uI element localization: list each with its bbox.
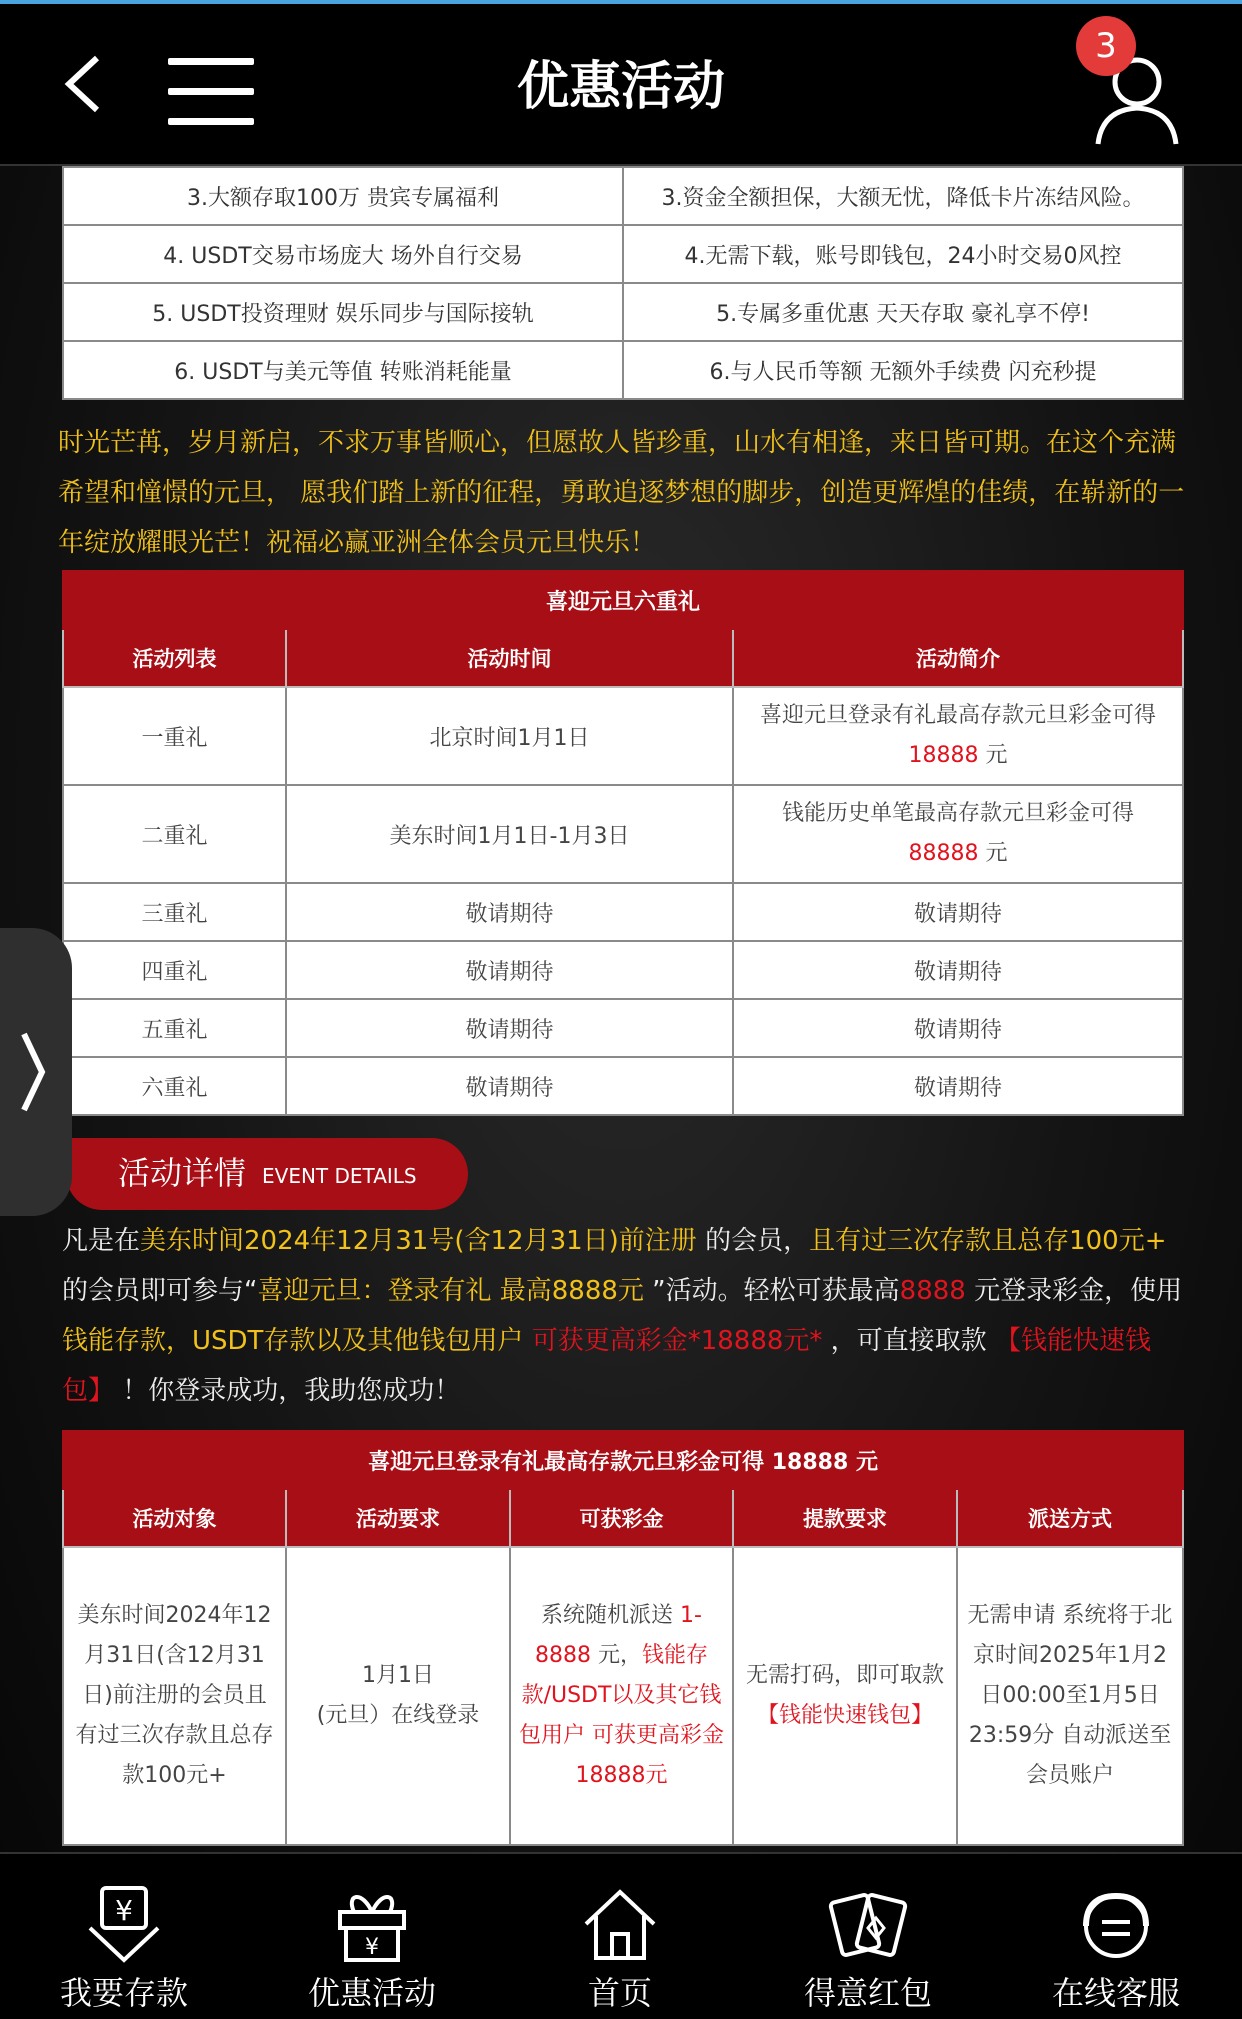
header-bar bbox=[0, 4, 1242, 166]
table-cell: 6. USDT与美元等值 转账消耗能量 bbox=[63, 341, 623, 399]
table-row bbox=[63, 225, 1183, 283]
event-details-heading bbox=[66, 1138, 468, 1210]
gift-amount: 88888 bbox=[908, 841, 979, 866]
gift-name: 一重礼 bbox=[63, 687, 286, 785]
gift-amount: 18888 bbox=[908, 743, 979, 768]
nav-red-envelope[interactable] bbox=[744, 1854, 992, 2019]
column-header: 活动要求 bbox=[286, 1489, 510, 1547]
nav-label: 得意红包 bbox=[803, 1974, 932, 2012]
table-cell: 3.资金全额担保，大额无忧，降低卡片冻结风险。 bbox=[623, 167, 1183, 225]
chevron-right-icon bbox=[0, 928, 72, 1216]
home-icon bbox=[580, 1884, 660, 1964]
table-cell: 4.无需下载，账号即钱包，24小时交易0风控 bbox=[623, 225, 1183, 283]
nav-label: 优惠活动 bbox=[307, 1974, 436, 2012]
gift-desc: 喜迎元旦登录有礼最高存款元旦彩金可得 18888 元 bbox=[733, 687, 1183, 785]
gift-name: 六重礼 bbox=[63, 1057, 286, 1115]
bonus-cell: 系统随机派送 1-8888 元，钱能存款/USDT以及其它钱包用户 可获更高彩金18888元 bbox=[510, 1547, 733, 1845]
table-row bbox=[63, 687, 1183, 785]
delivery-cell: 无需申请 系统将于北京时间2025年1月2日00:00至1月5日23:59分 自动派送至会员账户 bbox=[957, 1547, 1183, 1845]
table-cell: 4. USDT交易市场庞大 场外自行交易 bbox=[63, 225, 623, 283]
event-details-title: 活动详情 bbox=[118, 1154, 247, 1192]
gift-time: 敬请期待 bbox=[286, 883, 733, 941]
table-row bbox=[63, 283, 1183, 341]
nav-label: 我要存款 bbox=[59, 1974, 188, 2012]
benefits-table bbox=[62, 166, 1184, 400]
gift-name: 二重礼 bbox=[63, 785, 286, 883]
table-row bbox=[63, 167, 1183, 225]
event-details-text: 凡是在美东时间2024年12月31号(含12月31日)前注册 的会员，且有过三次存款且总存100元+ 的会员即可参与“喜迎元旦：登录有礼 最高8888元 ”活动。轻松可获最高8888 元登录彩金，使用钱能存款，USDT存款以及其他钱包用户 可获更高彩金*18888元* ，可直接取款 【钱能快速钱包】 ！你登录成功，我助您成功！ bbox=[62, 1226, 1183, 1406]
requirement-cell: 1月1日 (元旦）在线登录 bbox=[286, 1547, 510, 1845]
side-drawer-tab[interactable] bbox=[0, 928, 72, 1216]
table-cell: 5.专属多重优惠 天天存取 豪礼享不停! bbox=[623, 283, 1183, 341]
gift-icon bbox=[332, 1884, 412, 1964]
gift-time: 敬请期待 bbox=[286, 999, 733, 1057]
table-row bbox=[63, 941, 1183, 999]
nav-customer-service[interactable] bbox=[992, 1854, 1240, 2019]
gift-name: 四重礼 bbox=[63, 941, 286, 999]
column-header: 可获彩金 bbox=[510, 1489, 733, 1547]
chevron-left-icon bbox=[55, 44, 115, 124]
customer-service-icon bbox=[1076, 1884, 1156, 1964]
column-header: 活动列表 bbox=[63, 629, 286, 687]
gift-desc: 敬请期待 bbox=[733, 941, 1183, 999]
gift-time: 敬请期待 bbox=[286, 1057, 733, 1115]
menu-icon bbox=[168, 58, 254, 65]
event-details-subtitle: EVENT DETAILS bbox=[262, 1164, 417, 1188]
svg-text:¥: ¥ bbox=[365, 1935, 379, 1960]
gift-time: 敬请期待 bbox=[286, 941, 733, 999]
nav-label: 在线客服 bbox=[1051, 1974, 1180, 2012]
column-header: 提款要求 bbox=[733, 1489, 957, 1547]
gift-name: 五重礼 bbox=[63, 999, 286, 1057]
table-row bbox=[63, 785, 1183, 883]
login-bonus-table bbox=[62, 1430, 1184, 1846]
nav-home[interactable] bbox=[496, 1854, 744, 2019]
bottom-nav bbox=[0, 1852, 1242, 2019]
column-header: 活动简介 bbox=[733, 629, 1183, 687]
greeting-text: 时光芒苒，岁月新启，不求万事皆顺心，但愿故人皆珍重，山水有相逢，来日皆可期。在这个充满希望和憧憬的元旦， 愿我们踏上新的征程，勇敢追逐梦想的脚步，创造更辉煌的佳绩，在崭新的一年绽放耀眼光芒！祝福必赢亚洲全体会员元旦快乐！ bbox=[58, 428, 1185, 558]
back-button[interactable] bbox=[55, 44, 115, 124]
table-title: 喜迎元旦六重礼 bbox=[63, 571, 1183, 629]
table-row bbox=[63, 999, 1183, 1057]
nav-deposit[interactable] bbox=[0, 1854, 248, 2019]
gift-time: 美东时间1月1日-1月3日 bbox=[286, 785, 733, 883]
red-envelope-icon bbox=[828, 1884, 908, 1964]
gift-desc: 敬请期待 bbox=[733, 883, 1183, 941]
table-cell: 6.与人民币等额 无额外手续费 闪充秒提 bbox=[623, 341, 1183, 399]
notification-badge: 3 bbox=[1076, 16, 1136, 76]
gift-desc: 敬请期待 bbox=[733, 1057, 1183, 1115]
nav-label: 首页 bbox=[587, 1974, 652, 2012]
gift-desc: 敬请期待 bbox=[733, 999, 1183, 1057]
gift-time: 北京时间1月1日 bbox=[286, 687, 733, 785]
gift-desc: 钱能历史单笔最高存款元旦彩金可得 88888 元 bbox=[733, 785, 1183, 883]
deposit-icon bbox=[84, 1884, 164, 1964]
column-header: 活动对象 bbox=[63, 1489, 286, 1547]
column-header: 活动时间 bbox=[286, 629, 733, 687]
table-row bbox=[63, 1547, 1183, 1845]
quick-wallet-link[interactable]: 【钱能快速钱包】 bbox=[62, 1326, 1151, 1406]
withdraw-cell: 无需打码，即可取款【钱能快速钱包】 bbox=[733, 1547, 957, 1845]
content-area[interactable] bbox=[0, 166, 1242, 1852]
table-title: 喜迎元旦登录有礼最高存款元旦彩金可得 18888 元 bbox=[63, 1431, 1183, 1489]
menu-button[interactable] bbox=[168, 56, 254, 126]
table-row bbox=[63, 883, 1183, 941]
target-cell: 美东时间2024年12月31日(含12月31日)前注册的会员且有过三次存款且总存款100元+ bbox=[63, 1547, 286, 1845]
column-header: 派送方式 bbox=[957, 1489, 1183, 1547]
gift-name: 三重礼 bbox=[63, 883, 286, 941]
gifts-table bbox=[62, 570, 1184, 1116]
nav-promotions[interactable] bbox=[248, 1854, 496, 2019]
table-cell: 3.大额存取100万 贵宾专属福利 bbox=[63, 167, 623, 225]
table-cell: 5. USDT投资理财 娱乐同步与国际接轨 bbox=[63, 283, 623, 341]
page-title: 优惠活动 bbox=[516, 57, 725, 117]
table-row bbox=[63, 341, 1183, 399]
svg-text:¥: ¥ bbox=[115, 1894, 133, 1927]
table-row bbox=[63, 1057, 1183, 1115]
